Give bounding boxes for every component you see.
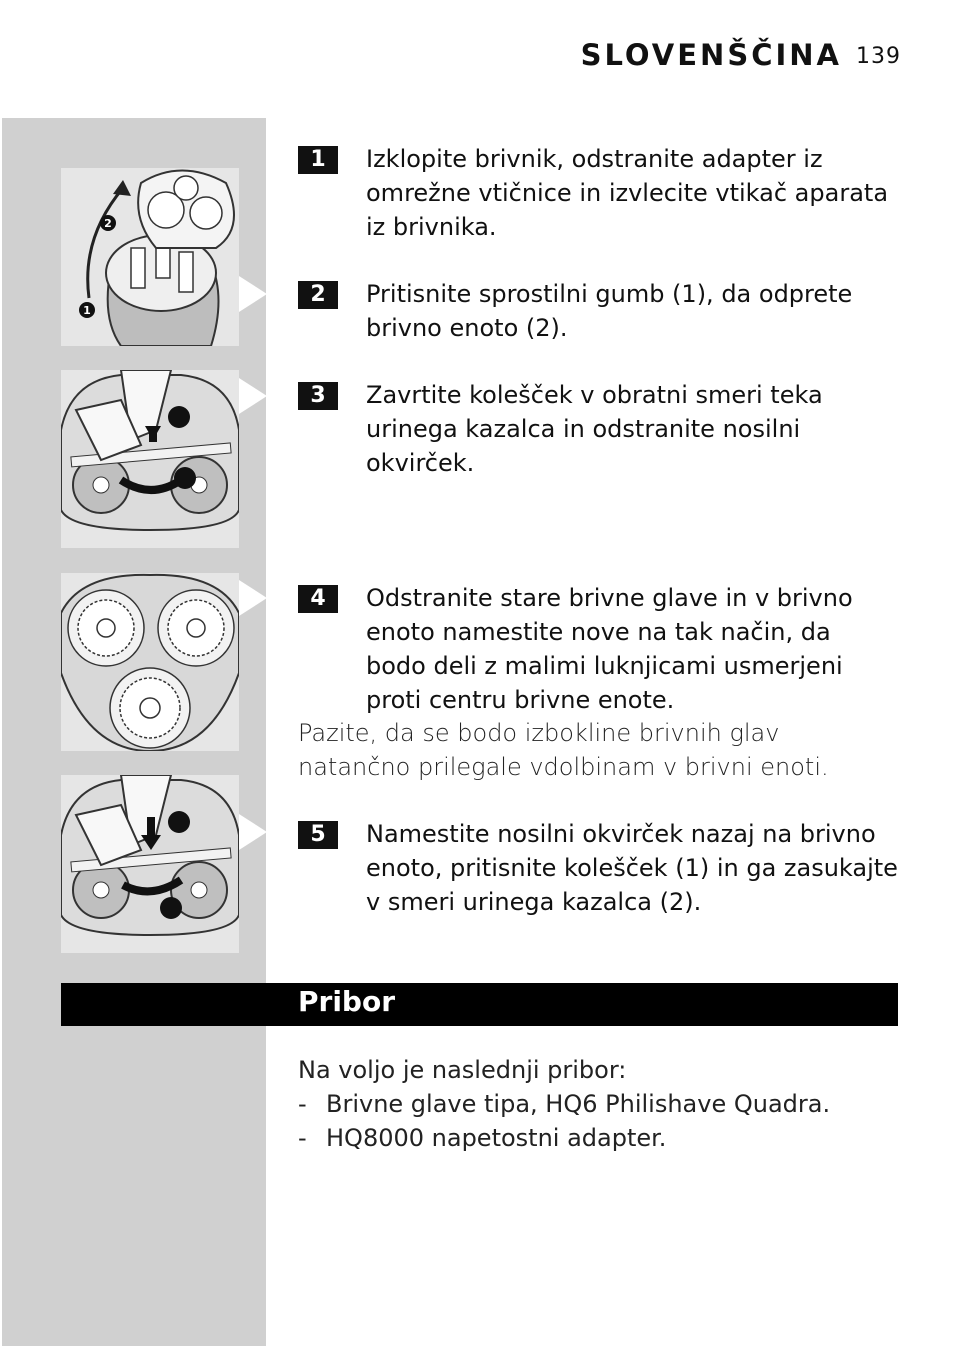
step-number: 3 [298,382,338,410]
step-4-note: Pazite, da se bodo izbokline brivnih glav natančno prilegale vdolbinam v brivni enoti. [298,719,829,781]
section-heading-bar [61,983,898,1026]
page-number: 139 [856,44,901,69]
illustration-replace-frame [61,775,239,953]
marker-2: 2 [104,217,112,230]
illustration-pointer [239,814,267,850]
accessories-intro: Na voljo je naslednji pribor: [298,1056,627,1084]
illustration-pointer [239,276,267,312]
marker-1: 1 [83,304,91,317]
illustration-pointer [239,580,267,616]
list-bullet: - [298,1124,307,1152]
list-item-text: Brivne glave tipa, HQ6 Philishave Quadra. [326,1090,831,1118]
step-number: 4 [298,585,338,613]
step-text: Odstranite stare brivne glave in v brivno enoto namestite nove na tak način, da bodo deli z malimi luknjicami usmerjeni proti centru brivne enote. [366,584,853,714]
step-number: 5 [298,821,338,849]
illustration-open-shaver [61,168,239,346]
step-text: Namestite nosilni okvirček nazaj na brivno enoto, pritisnite kolešček (1) in ga zasukajte v smeri urinega kazalca (2). [366,820,898,916]
step-number: 1 [298,146,338,174]
step-text: Pritisnite sprostilni gumb (1), da odprete brivno enoto (2). [366,280,853,342]
illustration-remove-frame [61,370,239,548]
section-title: Pribor [298,985,396,1018]
step-number: 2 [298,281,338,309]
list-item-text: HQ8000 napetostni adapter. [326,1124,667,1152]
step-text: Zavrtite kolešček v obratni smeri teka urinega kazalca in odstranite nosilni okvirček. [366,381,823,477]
list-bullet: - [298,1090,307,1118]
illustration-pointer [239,378,267,414]
step-text: Izklopite brivnik, odstranite adapter iz omrežne vtičnice in izvlecite vtikač aparata iz brivnika. [366,145,889,241]
illustration-shaving-heads [61,573,239,751]
language-heading: SLOVENŠČINA [580,38,842,72]
